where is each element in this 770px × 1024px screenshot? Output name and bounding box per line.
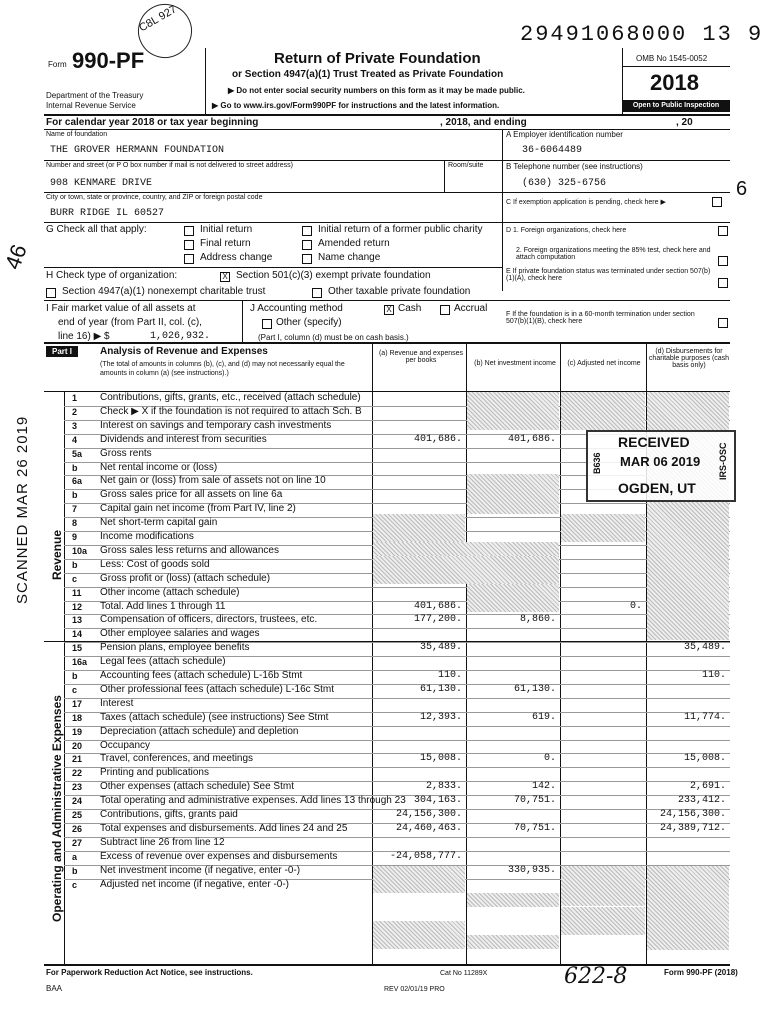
row-label: Subtract line 26 from line 12 — [100, 836, 225, 848]
exemption-pending-label: C If exemption application is pending, check here ▶ — [506, 199, 666, 206]
row-number: 17 — [72, 698, 83, 709]
row-label: Total expenses and disbursements. Add lines 24 and 25 — [100, 822, 348, 834]
row-number: c — [72, 573, 78, 584]
row-label: Accounting fees (attach schedule) L-16b Stmt — [100, 670, 303, 681]
row-label: Gross sales less returns and allowances — [100, 544, 279, 556]
row-value-col-d: 24,156,300. — [659, 809, 726, 820]
row-number: 22 — [72, 768, 83, 779]
city-state-zip: BURR RIDGE IL 60527 — [50, 208, 165, 219]
row-value-col-a: 35,489. — [419, 642, 462, 654]
row-value-col-a: 401,686. — [413, 600, 462, 612]
row-number: 1 — [72, 393, 78, 403]
row-label: Pension plans, employee benefits — [100, 642, 250, 654]
foreign-org-label: D 1. Foreign organizations, check here — [506, 227, 627, 234]
row-label: Capital gain net income (from Part IV, line 2) — [100, 503, 296, 515]
form-number: 990-PF — [72, 48, 145, 73]
row-label: Other expenses (attach schedule) See Stmt — [100, 781, 294, 793]
instructions-link: ▶ Go to www.irs.gov/Form990PF for instructions and the latest information. — [212, 101, 500, 110]
terminated-status-label: E If private foundation status was terminated under section 507(b)(1)(A), check here — [506, 268, 711, 282]
col-a-header: (a) Revenue and expenses per books — [378, 350, 464, 364]
row-label: Excess of revenue over expenses and disbursements — [100, 850, 338, 862]
street-label: Number and street (or P O box number if mail is not delivered to street address) — [46, 162, 293, 169]
row-label: Less: Cost of goods sold — [100, 558, 210, 570]
ein-value: 36-6064489 — [522, 145, 583, 156]
row-number: b — [72, 490, 78, 501]
row-value-col-a: 177,200. — [413, 614, 462, 626]
row-value-col-b: 70,751. — [513, 795, 556, 807]
row-value-col-a: 2,833. — [425, 781, 462, 793]
row-label: Other income (attach schedule) — [100, 586, 240, 598]
row-number: 12 — [72, 601, 83, 612]
shaded-cell — [647, 866, 729, 950]
shaded-cell — [467, 893, 559, 907]
4947-label: Section 4947(a)(1) nonexempt charitable trust — [62, 286, 266, 297]
row-label: Contributions, gifts, grants paid — [100, 809, 238, 820]
handwritten-circle-stamp: C8L 927 — [128, 0, 202, 68]
exemption-pending-checkbox[interactable] — [712, 197, 722, 207]
final-return-label: Final return — [200, 238, 251, 249]
cash-label: Cash — [398, 303, 422, 314]
foundation-name: THE GROVER HERMANN FOUNDATION — [50, 145, 225, 156]
received-city: OGDEN, UT — [618, 480, 696, 496]
handwritten-mark: 6 — [736, 178, 748, 200]
row-number: c — [72, 684, 78, 695]
row-number: b — [72, 671, 78, 681]
initial-return-checkbox[interactable] — [184, 226, 194, 236]
shaded-cell — [467, 935, 559, 949]
row-label: Income modifications — [100, 531, 194, 542]
address-change-checkbox[interactable] — [184, 254, 194, 264]
row-value-col-b: 401,686. — [507, 433, 556, 445]
row-value-col-b: 142. — [531, 781, 556, 793]
calendar-end: , 20 — [676, 117, 693, 128]
row-label: Legal fees (attach schedule) — [100, 656, 226, 668]
row-label: Total operating and administrative expenses. Add lines 13 through 23 — [100, 795, 406, 807]
row-number: 25 — [72, 810, 83, 820]
row-number: 10a — [72, 545, 88, 556]
form-title: Return of Private Foundation — [274, 50, 481, 67]
former-charity-checkbox[interactable] — [302, 226, 312, 236]
row-value-col-a: 15,008. — [419, 753, 462, 765]
row-label: Other employee salaries and wages — [100, 628, 260, 640]
row-number: 16a — [72, 657, 88, 668]
row-value-col-d: 233,412. — [677, 795, 726, 807]
row-value-col-d: 110. — [701, 670, 726, 681]
irs-osc-label: IRS-OSC — [718, 442, 728, 480]
row-number: a — [72, 851, 78, 862]
row-value-col-a: 110. — [437, 670, 462, 681]
row-value-col-b: 61,130. — [513, 683, 556, 695]
shaded-cell — [467, 584, 559, 612]
row-label: Occupancy — [100, 739, 151, 751]
city-label: City or town, state or province, country, and ZIP or foreign postal code — [46, 194, 263, 201]
footer-form-ref: Form 990-PF (2018) — [664, 968, 738, 977]
phone-label: B Telephone number (see instructions) — [506, 162, 643, 171]
street-address: 908 KENMARE DRIVE — [50, 178, 153, 189]
calendar-mid: , 2018, and ending — [440, 117, 527, 128]
row-number: 5a — [72, 448, 83, 459]
row-label: Interest on savings and temporary cash investments — [100, 419, 332, 431]
row-label: Dividends and interest from securities — [100, 433, 267, 445]
row-value-col-a: 24,460,463. — [395, 822, 462, 834]
row-value-col-d: 2,691. — [689, 781, 726, 793]
part-1-description: (The total of amounts in columns (b), (c), and (d) may not necessarily equal the amounts in column (a) (see instructions).) — [100, 361, 345, 377]
shaded-cell — [561, 392, 645, 430]
termination-60-label: F If the foundation is in a 60-month termination under section 507(b)(1)(B), check here — [506, 311, 695, 325]
shaded-cell — [467, 392, 559, 430]
row-number: b — [72, 865, 78, 876]
shaded-cell — [561, 866, 645, 906]
row-label: Gross profit or (loss) (attach schedule) — [100, 572, 271, 584]
shaded-cell — [373, 542, 559, 556]
row-label: Net rental income or (loss) — [100, 461, 218, 473]
catalog-number: Cat No 11289X — [440, 970, 488, 977]
side-label-expenses: Operating and Administrative Expenses — [50, 695, 64, 922]
row-number: 19 — [72, 726, 83, 737]
omb-number: OMB No 1545-0052 — [636, 54, 708, 63]
row-number: 26 — [72, 823, 83, 834]
other-taxable-checkbox[interactable] — [312, 288, 322, 298]
row-number: 13 — [72, 615, 83, 626]
col-c-header: (c) Adjusted net income — [567, 360, 641, 367]
foreign-85-checkbox[interactable] — [718, 256, 728, 266]
section-h-label: H Check type of organization: — [46, 270, 178, 281]
row-number: 20 — [72, 740, 83, 751]
foreign-org-checkbox[interactable] — [718, 226, 728, 236]
row-label: Adjusted net income (if negative, enter -0-) — [100, 878, 289, 890]
row-number: 21 — [72, 754, 83, 765]
section-g-label: G Check all that apply: — [46, 224, 147, 235]
col-b-header: (b) Net investment income — [474, 360, 556, 367]
amended-return-checkbox[interactable] — [302, 240, 312, 250]
fmv-label-1: I Fair market value of all assets at — [46, 303, 196, 314]
row-value-col-d: 15,008. — [683, 753, 726, 765]
row-label: Net short-term capital gain — [100, 517, 218, 529]
row-number: 6a — [72, 476, 83, 487]
4947-checkbox[interactable] — [46, 288, 56, 298]
shaded-cell — [373, 556, 559, 584]
row-label: Taxes (attach schedule) (see instructions) See Stmt — [100, 711, 329, 723]
received-text: RECEIVED — [618, 434, 690, 450]
ein-label: A Employer identification number — [506, 130, 623, 139]
handwritten-signature: 622-8 — [564, 964, 628, 989]
initial-return-label: Initial return — [200, 224, 253, 235]
form-subtitle: or Section 4947(a)(1) Trust Treated as Private Foundation — [232, 69, 504, 80]
received-stamp — [586, 430, 736, 502]
row-number: 27 — [72, 837, 83, 848]
side-label-revenue: Revenue — [50, 529, 64, 580]
row-number: 8 — [72, 518, 78, 529]
form-word: Form — [48, 60, 67, 69]
scanned-stamp: SCANNED MAR 26 2019 — [14, 415, 31, 604]
phone-value: (630) 325-6756 — [522, 178, 607, 189]
name-change-checkbox[interactable] — [302, 254, 312, 264]
row-number: 15 — [72, 643, 83, 654]
other-method-checkbox[interactable] — [262, 319, 272, 329]
shaded-cell — [373, 866, 465, 893]
part-1-title: Analysis of Revenue and Expenses — [100, 346, 268, 357]
row-number: 18 — [72, 712, 83, 723]
row-label: Gross sales price for all assets on line 6a — [100, 489, 283, 501]
name-change-label: Name change — [318, 252, 381, 263]
received-date: MAR 06 2019 — [620, 454, 701, 469]
row-value-col-a: -24,058,777. — [389, 850, 462, 862]
shaded-cell — [373, 921, 465, 949]
row-value-col-a: 401,686. — [413, 433, 462, 445]
row-number: 4 — [72, 434, 78, 445]
row-number: 3 — [72, 420, 78, 431]
fmv-label-2: end of year (from Part II, col. (c), — [58, 317, 202, 328]
foreign-85-label: 2. Foreign organizations meeting the 85% test, check here and attach computation — [516, 247, 711, 261]
501c3-label: Section 501(c)(3) exempt private foundation — [236, 270, 431, 281]
cash-checkbox[interactable]: X — [384, 305, 394, 315]
name-label: Name of foundation — [46, 131, 108, 138]
row-value-col-a: 24,156,300. — [395, 809, 462, 820]
row-number: b — [72, 559, 78, 570]
shaded-cell — [467, 474, 559, 514]
row-label: Total. Add lines 1 through 11 — [100, 600, 226, 612]
row-value-col-b: 8,860. — [519, 614, 556, 626]
row-label: Compensation of officers, directors, trustees, etc. — [100, 614, 318, 626]
accrual-checkbox[interactable] — [440, 305, 450, 315]
handwritten-left-mark: 46 — [0, 241, 32, 273]
row-number: b — [72, 462, 78, 473]
row-value-col-b: 0. — [543, 753, 556, 765]
shaded-cell — [561, 514, 645, 542]
row-number: 11 — [72, 587, 82, 598]
other-taxable-label: Other taxable private foundation — [328, 286, 471, 297]
row-number: 14 — [72, 629, 83, 640]
accounting-method-label: J Accounting method — [250, 303, 343, 314]
row-label: Printing and publications — [100, 767, 209, 779]
ssn-warning: ▶ Do not enter social security numbers on this form as it may be made public. — [228, 86, 525, 95]
address-change-label: Address change — [200, 252, 273, 263]
row-value-col-d: 24,389,712. — [659, 822, 726, 834]
row-number: 24 — [72, 796, 83, 807]
cash-basis-note: (Part I, column (d) must be on cash basis.) — [258, 333, 409, 342]
row-label: Interest — [100, 697, 134, 709]
room-label: Room/suite — [448, 162, 484, 169]
open-public-banner: Open to Public Inspection — [622, 100, 730, 112]
accrual-label: Accrual — [454, 303, 488, 314]
dln-number: 29491068000 13 9 — [520, 22, 764, 47]
baa-label: BAA — [46, 984, 63, 993]
revision-label: REV 02/01/19 PRO — [384, 986, 445, 993]
row-number: 2 — [72, 406, 78, 417]
row-value-col-d: 11,774. — [683, 711, 726, 723]
row-number: 23 — [72, 782, 83, 793]
other-method-label: Other (specify) — [276, 317, 342, 328]
shaded-cell — [561, 907, 645, 935]
row-label: Other professional fees (attach schedule) L-16c Stmt — [100, 683, 335, 695]
row-value-col-a: 12,393. — [419, 711, 462, 723]
paperwork-notice: For Paperwork Reduction Act Notice, see instructions. — [46, 968, 253, 977]
part-1-tag: Part I — [46, 346, 78, 357]
row-value-col-a: 304,163. — [413, 795, 462, 807]
501c3-checkbox[interactable]: X — [220, 272, 230, 282]
former-charity-label: Initial return of a former public charity — [318, 224, 483, 235]
row-number: 9 — [72, 532, 78, 542]
termination-60-checkbox[interactable] — [718, 318, 728, 328]
amended-return-label: Amended return — [318, 238, 390, 249]
row-label: Net investment income (if negative, enter -0-) — [100, 864, 301, 876]
row-value-col-b: 330,935. — [507, 864, 556, 876]
row-value-col-b: 619. — [531, 711, 556, 723]
row-label: Gross rents — [100, 447, 152, 459]
row-label: Check ▶ X if the foundation is not required to attach Sch. B — [100, 405, 362, 417]
fmv-value: 1,026,932. — [150, 331, 211, 342]
irs-label: Internal Revenue Service — [46, 101, 136, 110]
final-return-checkbox[interactable] — [184, 240, 194, 250]
tax-year: 2018 — [650, 70, 699, 95]
calendar-year-label: For calendar year 2018 or tax year beginning — [46, 117, 259, 128]
row-label: Travel, conferences, and meetings — [100, 753, 254, 765]
row-value-col-a: 61,130. — [419, 683, 462, 695]
row-label: Contributions, gifts, grants, etc., received (attach schedule) — [100, 392, 361, 403]
row-number: c — [72, 879, 78, 890]
terminated-status-checkbox[interactable] — [718, 278, 728, 288]
col-d-header: (d) Disbursements for charitable purposes (cash basis only) — [648, 348, 730, 369]
row-label: Net gain or (loss) from sale of assets not on line 10 — [100, 475, 326, 487]
row-number: 7 — [72, 504, 78, 515]
row-value-col-b: 70,751. — [513, 822, 556, 834]
row-label: Depreciation (attach schedule) and depletion — [100, 725, 299, 737]
received-code: B636 — [592, 452, 602, 474]
department-label: Department of the Treasury — [46, 91, 144, 100]
shaded-cell — [373, 514, 465, 542]
fmv-label-3: line 16) ▶ $ — [58, 331, 110, 342]
row-value-col-c: 0. — [629, 600, 642, 612]
row-value-col-d: 35,489. — [683, 642, 726, 654]
